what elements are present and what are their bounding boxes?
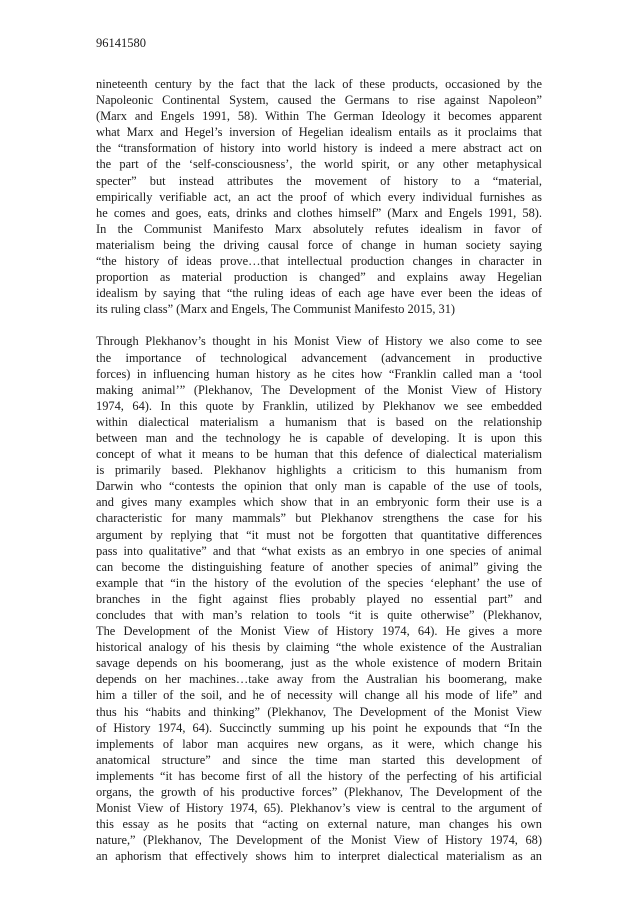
text-line: proportion as material production is changed” and explains away Hegelian xyxy=(96,270,542,285)
text-line: branches in the fight against flies probably played no essential part” and xyxy=(96,591,542,606)
document-id-header: 96141580 xyxy=(96,36,146,50)
text-line: anatomical structure” and since the time man started this development of xyxy=(96,752,542,767)
text-line: empirically verifiable act, an act the proof of which every individual furnishes as xyxy=(96,189,542,204)
text-line: materialism being the driving causal force of change in human society saying xyxy=(96,237,542,252)
text-line: (Marx and Engels 1991, 58). Within The German Ideology it becomes apparent xyxy=(96,109,542,124)
text-line: In the Communist Manifesto Marx absolutely refutes idealism in favor of xyxy=(96,221,542,236)
text-line: is primarily based. Plekhanov highlights a criticism to this humanism from xyxy=(96,463,542,478)
text-line: Through Plekhanov’s thought in his Monist View of History we also come to see xyxy=(96,334,542,349)
text-line: implements “it has become first of all the history of the perfecting of his artificial xyxy=(96,768,542,783)
text-line: thus his “habits and thinking” (Plekhanov, The Development of the Monist View xyxy=(96,704,542,719)
text-line: depends on her machines…take away from the Australian his boomerang, make xyxy=(96,672,542,687)
text-line: concludes that with man’s relation to tools “it is quite otherwise” (Plekhanov, xyxy=(96,608,542,622)
text-line: nineteenth century by the fact that the lack of these products, occasioned by the xyxy=(96,77,542,91)
text-line: he comes and goes, eats, drinks and clothes himself” (Marx and Engels 1991, 58). xyxy=(96,205,542,220)
text-line: historical analogy of his thesis by claiming “the whole existence of the Australian xyxy=(96,640,542,655)
text-line: within dialectical materialism a humanism that is based on the relationship xyxy=(96,414,542,429)
text-line: of History 1974, 64). Succinctly summing up his point he expounds that “In the xyxy=(96,720,542,735)
text-line: between man and the technology he is capable of developing. It is upon this xyxy=(96,430,542,445)
text-line: what Marx and Hegel’s inversion of Hegelian idealism entails as it proclaims that xyxy=(96,125,542,140)
text-line: Monist View of History 1974, 65). Plekhanov’s view is central to the argument of xyxy=(96,801,542,816)
text-line: forces) in influencing human history as he cites how “Franklin called man a ‘tool xyxy=(96,366,542,381)
text-line: organs, the growth of his productive forces” (Plekhanov, The Development of the xyxy=(96,785,542,800)
text-line: an aphorism that effectively shows him to interpret dialectical materialism as an xyxy=(96,849,542,864)
text-line: him a tiller of the soil, and he of necessity will change all his mode of life” and xyxy=(96,688,542,703)
text-line: idealism by saying that “the ruling ideas of each age have ever been the ideas of xyxy=(96,286,542,301)
text-line: implements of labor man acquires new organs, as it were, which change his xyxy=(96,736,542,751)
text-line: The Development of the Monist View of History 1974, 64). He gives a more xyxy=(96,624,542,639)
text-line: the importance of technological advancement (advancement in productive xyxy=(96,350,542,365)
paragraph-2 xyxy=(96,333,542,864)
text-line: Napoleonic Continental System, caused the Germans to rise against Napoleon” xyxy=(96,93,542,108)
text-line: characteristic for many mammals” but Plekhanov strengthens the case for his xyxy=(96,511,542,526)
text-line: this essay as he posits that “acting on external nature, man changes his own xyxy=(96,817,542,832)
text-line: example that “in the history of the evolution of the species ‘elephant’ the use of xyxy=(96,575,542,590)
document-body xyxy=(96,76,542,865)
text-line: the “transformation of history into world history is indeed a mere abstract act on xyxy=(96,141,542,156)
text-line: nature,” (Plekhanov, The Development of the Monist View of History 1974, 68) xyxy=(96,833,542,848)
text-line: and gives many examples which show that in an embryonic form their use is a xyxy=(96,495,542,510)
text-line: concept of what it means to be human that this defence of dialectical materialism xyxy=(96,447,542,462)
paragraph-gap xyxy=(96,317,542,333)
text-line: its ruling class” (Marx and Engels, The Communist Manifesto 2015, 31) xyxy=(96,302,456,317)
text-line: Darwin who “contests the opinion that only man is capable of the use of tools, xyxy=(96,479,542,494)
text-line: specter” but instead attributes the movement of history to a “material, xyxy=(96,173,542,188)
text-line: the part of the ‘self-consciousness’, the world spirit, or any other metaphysical xyxy=(96,157,542,172)
text-line: savage depends on his boomerang, just as the whole existence of modern Britain xyxy=(96,656,542,671)
paragraph-1 xyxy=(96,76,542,317)
text-line: can become the distinguishing feature of another species of animal” giving the xyxy=(96,559,542,574)
text-line: pass into qualitative” and that “what exists as an embryo in one species of animal xyxy=(96,543,542,558)
text-line: argument by replying that “it must not be forgotten that quantitative differences xyxy=(96,527,542,542)
text-line: “the history of ideas prove…that intellectual production changes in character in xyxy=(96,254,542,269)
text-line: making animal’” (Plekhanov, The Development of the Monist View of History xyxy=(96,382,542,397)
text-line: 1974, 64). In this quote by Franklin, utilized by Plekhanov we see embedded xyxy=(96,398,542,413)
